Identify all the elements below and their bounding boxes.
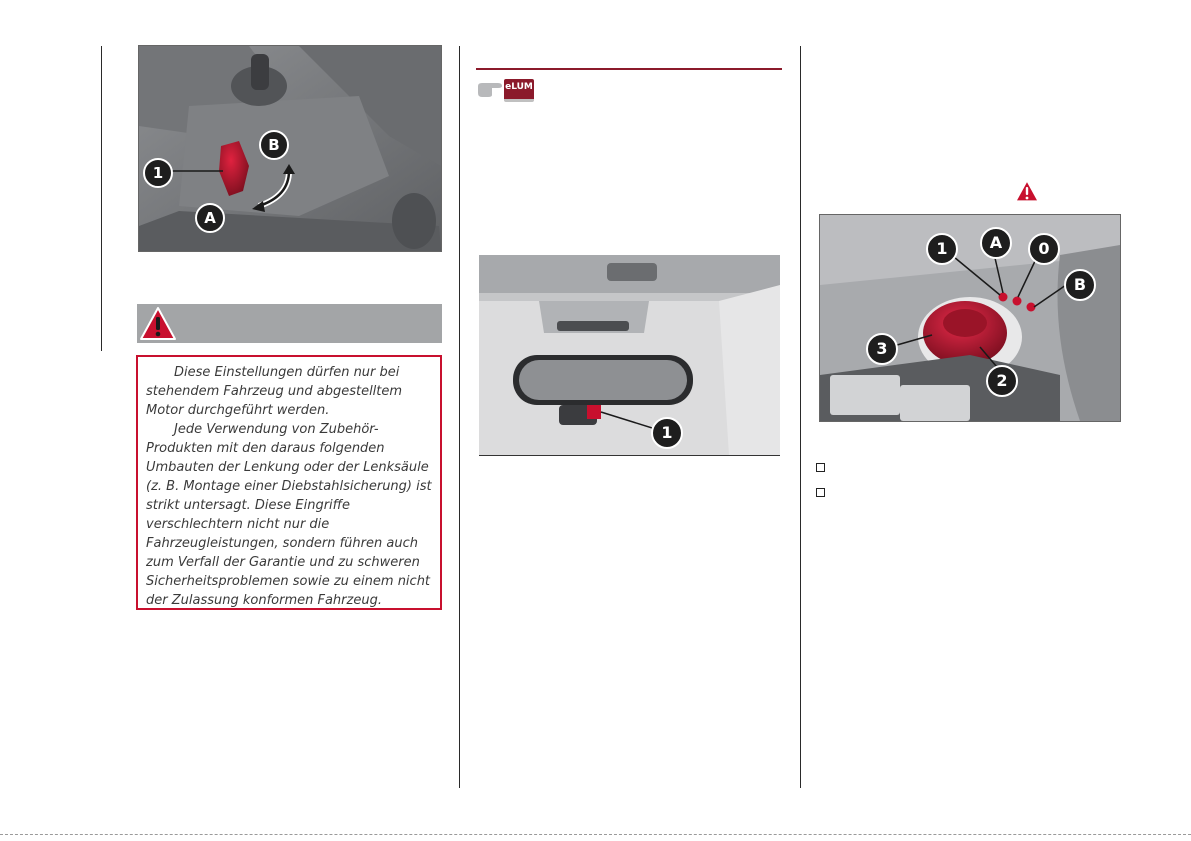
warning-box [136,355,442,610]
bullet-checkbox-2 [816,488,825,497]
callout-b-left: B [259,130,289,160]
steering-column-figure [138,45,442,252]
warning-triangle-icon [139,306,177,341]
column-divider-1 [459,46,460,788]
section-rule [476,68,782,70]
warning-small-icon [1015,180,1039,202]
trim-line [0,834,1191,835]
bullet-checkbox-1 [816,463,825,472]
elum-badge-label: eLUM [505,82,533,92]
callout-3-right: 3 [866,333,898,365]
callout-a-left: A [195,203,225,233]
elum-badge [504,79,534,102]
callout-a-right: A [980,227,1012,259]
warning-paragraph-1: Diese Einstellungen dürfen nur bei stehendem Fahrzeug und abgestelltem Motor durchgeführt werden. [146,365,403,418]
warning-header-bar [137,304,442,343]
warning-paragraph-2: Jede Verwendung von Zubehör-Produkten mit den daraus folgenden Umbauten der Lenkung oder der Lenksäule (z. B. Montage einer Diebstahlsicherung) ist strikt untersagt. Diese Eingriffe verschlechtern nicht nur die Fahrzeugleistungen, sondern führen auch zum Verfall der Garantie und zu schweren Sicherheitsproblemen sowie zu einem nicht der Zulassung konformen Fahrzeug. [146,422,432,608]
callout-1-left: 1 [143,158,173,188]
callout-b-right: B [1064,269,1096,301]
callout-0-right: 0 [1028,233,1060,265]
mirror-control-figure [819,214,1121,422]
pointing-hand-icon [476,80,506,98]
column-divider-2 [800,46,801,788]
callout-2-right: 2 [986,365,1018,397]
rearview-mirror-figure [479,255,780,456]
callout-1-middle: 1 [651,417,683,449]
callout-1-right: 1 [926,233,958,265]
left-margin-line [101,46,102,351]
